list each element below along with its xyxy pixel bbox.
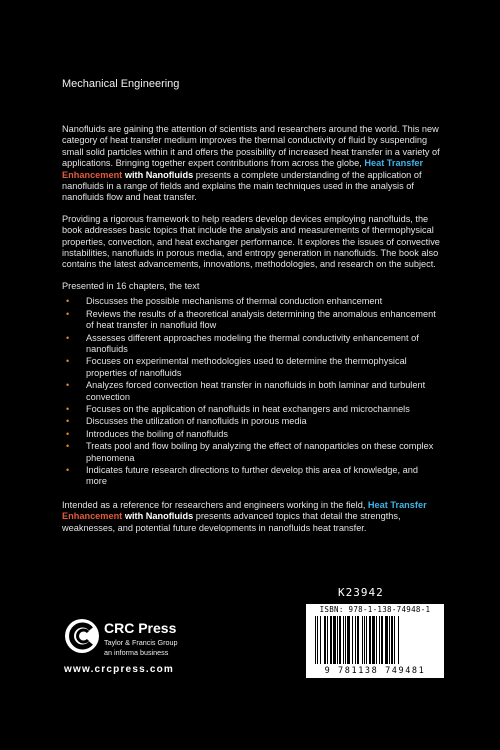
barcode-bar xyxy=(357,616,359,664)
barcode-bar xyxy=(317,616,318,664)
book-title-part1: Heat Transfer xyxy=(364,158,424,169)
crc-logo-icon xyxy=(64,618,100,654)
intro-paragraph xyxy=(62,124,440,204)
chapters-intro: Presented in 16 chapters, the text xyxy=(62,280,200,291)
barcode-bar xyxy=(339,616,341,664)
barcode-bar xyxy=(320,616,321,664)
publisher-website[interactable]: www.crcpress.com xyxy=(64,664,174,675)
barcode-bars xyxy=(314,616,438,664)
publisher-tagline: an informa business xyxy=(104,648,169,657)
barcode-bar xyxy=(364,616,365,664)
list-item: • Focuses on experimental methodologies used to determine the thermophysical properties of nanofluids xyxy=(66,356,407,378)
bullet-icon: • xyxy=(66,441,70,452)
barcode-bar xyxy=(352,616,353,664)
ean-number: 9 781138 749481 xyxy=(324,666,426,676)
back-cover-text xyxy=(62,124,440,544)
barcode-bar xyxy=(385,616,388,664)
barcode-bar xyxy=(376,616,377,664)
list-item: • Focuses on the application of nanofluids in heat exchangers and microchannels xyxy=(66,403,410,414)
bullet-icon: • xyxy=(66,380,70,391)
publisher-name: CRC Press xyxy=(104,620,177,636)
barcode-bar xyxy=(381,616,383,664)
list-item: • Introduces the boiling of nanofluids xyxy=(66,428,228,439)
publisher-logo xyxy=(64,618,244,658)
bullet-icon: • xyxy=(66,428,70,439)
book-title-part2: Enhancement xyxy=(62,511,123,522)
barcode-bar xyxy=(337,616,338,664)
barcode xyxy=(306,604,444,678)
book-title-part1: Heat Transfer xyxy=(367,499,427,510)
barcode-bar xyxy=(330,616,332,664)
bullet-icon: • xyxy=(66,464,70,475)
bullet-icon: • xyxy=(66,296,70,307)
barcode-bar xyxy=(366,616,367,664)
list-item: • Discusses the utilization of nanofluids in porous media xyxy=(66,416,307,427)
barcode-bar xyxy=(345,616,346,664)
closing-text-after: presents advanced topics that detail the strengths, weaknesses, and potential future developments in nanofluids heat transfer. xyxy=(62,511,401,533)
barcode-bar xyxy=(372,616,375,664)
list-item: • Reviews the results of a theoretical analysis determining the anomalous enhancement of heat transfer in nanofluid flow xyxy=(66,308,436,331)
barcode-bar xyxy=(355,616,356,664)
bullet-icon: • xyxy=(66,403,70,414)
barcode-bar xyxy=(398,616,399,664)
barcode-bar xyxy=(389,616,390,664)
bullet-icon: • xyxy=(66,332,70,343)
book-title-part3: with Nanofluids xyxy=(124,511,194,522)
book-title-part2: Enhancement xyxy=(62,169,123,180)
barcode-bar xyxy=(333,616,336,664)
barcode-bar xyxy=(379,616,380,664)
list-item: • Treats pool and flow boiling by analyzing the effect of nanoparticles on these complex phenomena xyxy=(66,441,434,463)
intro-text-after: presents a complete understanding of the application of nanofluids in a range of fields and explains the main techniques used in the analysis of nanofluids flow and heat transfer. xyxy=(62,169,422,203)
closing-text: Intended as a reference for researchers and engineers working in the field, xyxy=(62,499,368,510)
list-item: • Discusses the possible mechanisms of thermal conduction enhancement xyxy=(66,296,383,307)
book-title-part3: with Nanofluids xyxy=(124,169,194,180)
framework-paragraph: Providing a rigorous framework to help readers develop devices employing nanofluids, the book addresses basic topics that include the analysis and measurements of thermophysical properties, convection, and heat exchanger performance. It explores the issues of convective instabilities, nanofluids in porous media, and entropy generation in nanofluids. The book also contains the latest advancements, innovations, methodologies, and research on the subject. xyxy=(62,213,440,270)
barcode-bar xyxy=(347,616,350,664)
list-item: • Assesses different approaches modeling the thermal conductivity enhancement of nanofluids xyxy=(66,332,419,354)
barcode-bar xyxy=(362,616,363,664)
barcode-bar xyxy=(343,616,344,664)
feature-list xyxy=(62,296,440,488)
list-item: • Indicates future research directions to further develop this area of knowledge, and more xyxy=(66,464,418,487)
bullet-icon: • xyxy=(66,356,70,367)
barcode-bar xyxy=(315,616,316,664)
barcode-bar xyxy=(324,616,326,664)
publisher-group: Taylor & Francis Group xyxy=(104,638,178,647)
barcode-bar xyxy=(327,616,328,664)
closing-paragraph xyxy=(62,500,440,534)
subject-category: Mechanical Engineering xyxy=(62,78,180,90)
bullet-icon: • xyxy=(66,308,70,319)
intro-text: Nanofluids are gaining the attention of scientists and researchers around the world. This new category of heat transfer medium improves the thermal conductivity of fluid by suspending small solid particles within it and offers the possibility of increased heat transfer in a variety of applications. Bringing together expert contributions from across the globe, xyxy=(62,124,440,169)
bullet-icon: • xyxy=(66,416,70,427)
sku-code: K23942 xyxy=(338,586,384,599)
list-item: • Analyzes forced convection heat transfer in nanofluids in both laminar and turbulent convection xyxy=(66,380,426,402)
barcode-bar xyxy=(394,616,395,664)
isbn-label: ISBN: 978-1-138-74948-1 xyxy=(319,605,431,614)
barcode-bar xyxy=(369,616,371,664)
barcode-bar xyxy=(391,616,393,664)
